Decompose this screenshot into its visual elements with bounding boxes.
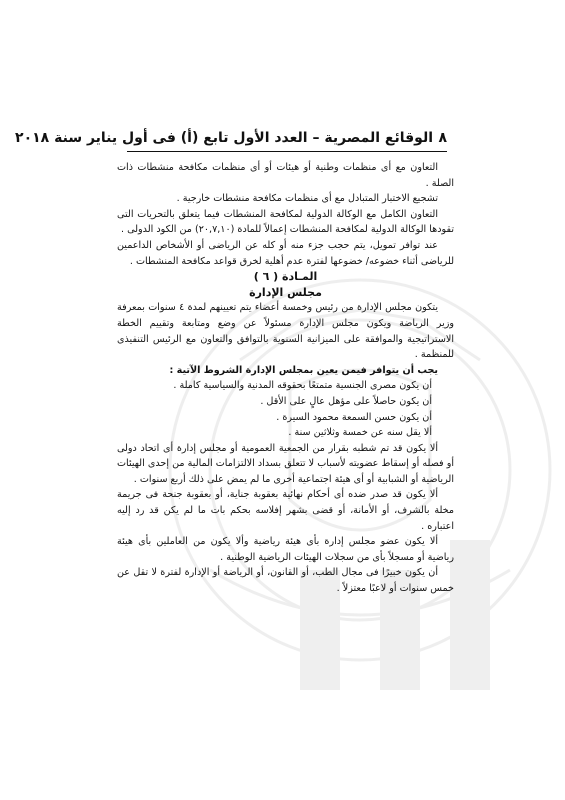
gazette-title: الوقائع المصرية – العدد الأول تابع (أ) فى أول يناير سنة ٢٠١٨: [15, 130, 433, 146]
condition-item: ألا يكون قد صدر ضده أى أحكام نهائية بعقوبة جناية، أو بعقوبة جنحة فى جريمة مخلة بالشرف، أو الأمانة، أو قضى بشهر إفلاسه بحكم بات ما لم يكن قد رد إليه اعتباره .: [117, 489, 454, 532]
condition-item: ألا يكون عضو مجلس إدارة بأى هيئة رياضية وألا يكون من العاملين بأى هيئة رياضية أو مسجلاً بأى من سجلات الهيئات الرياضية الوطنية .: [117, 536, 454, 563]
condition-item: أن يكون خبيرًا فى مجال الطب، أو القانون، أو الرياضة أو الإدارة لفترة لا تقل عن خمس سنوات أو لاعبًا معتزلاً .: [117, 567, 454, 595]
document-body: [117, 160, 454, 597]
page-number: ٨: [438, 130, 447, 146]
list-item: التعاون الكامل مع الوكالة الدولية لمكافحة المنشطات فيما يتعلق بالتحريات التى تقودها الوكالة الدولية لمكافحة المنشطات إعمالاً للمادة (٢٠,٧,١٠) من الكود الدولى .: [117, 208, 454, 236]
conditions-title: يجب أن يتوافر فيمن يعين بمجلس الإدارة الشروط الآتية :: [169, 364, 438, 376]
header-rule: [127, 151, 447, 152]
article-subheading: مجلس الإدارة: [249, 285, 322, 299]
condition-item: ألا يكون قد تم شطبه بقرار من الجمعية العمومية أو مجلس إدارة أى اتحاد دولى أو فصله أو إسقاط عضويته لأسباب لا تتعلق بسداد الالتزامات المالية من إحدى الهيئات الرياضية أو الشبابية أو أى هيئة اجتماعية أخرى ما لم يمض على ذلك أربع سنوات .: [117, 442, 454, 485]
article-paragraph: يتكون مجلس الإدارة من رئيس وخمسة أعضاء يتم تعيينهم لمدة ٤ سنوات بمعرفة وزير الرياضة ويكون مجلس الإدارة مسئولاً عن وضع ومتابعة وتقييم الخطة الاستراتيجية والموافقة على الميزانية السنوية بالتوافق والتعاون مع الرئيس التنفيذى للمنظمة .: [117, 302, 454, 361]
list-item: عند توافر تمويل، يتم حجب جزء منه أو كله عن الرياضى أو الأشخاص الداعمين للرياضى أثناء خضوعه/ خضوعها لفترة عدم أهلية لخرق قواعد مكافحة المنشطات .: [117, 239, 454, 267]
condition-item: ألا يقل سنه عن خمسة وثلاثين سنة .: [288, 427, 432, 439]
condition-item: أن يكون حاصلاً على مؤهل عالٍ على الأقل .: [260, 395, 432, 407]
condition-item: أن يكون حسن السمعة محمود السيرة .: [276, 411, 432, 423]
list-item: تشجيع الاختبار المتبادل مع أى منظمات مكافحة منشطات خارجية .: [176, 193, 438, 205]
condition-item: أن يكون مصرى الجنسية متمتعًا بحقوقه المدنية والسياسية كاملة .: [173, 380, 432, 392]
article-heading: المـادة ( ٦ ): [253, 270, 318, 284]
page-header: [15, 118, 447, 152]
list-item: التعاون مع أى منظمات وطنية أو هيئات أو أى منظمات مكافحة منشطات ذات الصلة .: [117, 162, 454, 189]
